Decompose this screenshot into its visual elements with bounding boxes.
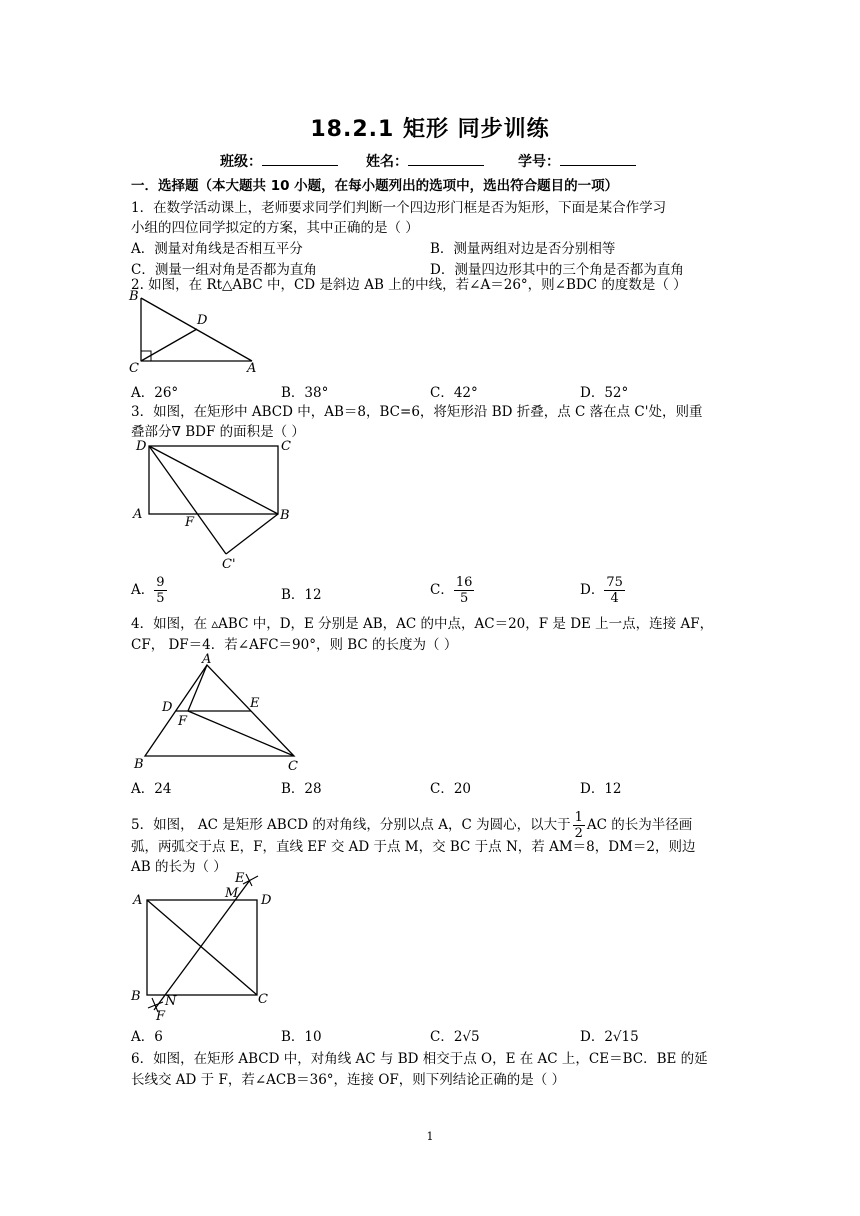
q5-stem-line2: 弧，两弧交于点 E，F，直线 EF 交 AD 于点 M，交 BC 于点 N，若 AM＝8，DM＝2，则边 <box>131 839 696 855</box>
name-field[interactable]: 姓名： <box>366 151 408 171</box>
q5-figure-rectangle-construction <box>128 870 288 1025</box>
q5-label-d: D <box>261 893 272 908</box>
q2-option-a: A．26° <box>131 385 179 401</box>
q2-label-a: A <box>247 361 257 376</box>
q4-label-c: C <box>288 759 298 772</box>
q4-label-f: F <box>178 714 188 729</box>
q5-label-c: C <box>258 992 268 1007</box>
q4-stem-line1: 4．如图，在 ▵ABC 中，D，E 分别是 AB，AC 的中点，AC＝20，F 是 DE 上一点，连接 AF， <box>131 616 714 632</box>
q4-option-a: A．24 <box>131 781 172 797</box>
q3-label-b: B <box>280 508 290 523</box>
page-title: 18.2.1 矩形 同步训练 <box>310 117 550 142</box>
q2-label-b: B <box>129 289 139 304</box>
q2-option-d: D．52° <box>580 385 629 401</box>
q4-option-b: B．28 <box>281 781 322 797</box>
q6-stem-line1: 6．如图，在矩形 ABCD 中，对角线 AC 与 BD 相交于点 O，E 在 AC 上，CE＝BC．BE 的延 <box>131 1051 708 1067</box>
q3-option-b: B．12 <box>281 587 322 603</box>
q5-option-d: D．2√15 <box>580 1029 639 1045</box>
q6-stem-line2: 长线交 AD 于 F，若∠ACB＝36°，连接 OF，则下列结论正确的是（ ） <box>131 1072 566 1088</box>
q2-option-c: C．42° <box>430 385 478 401</box>
q1-option-a: A．测量对角线是否相互平分 <box>131 241 303 257</box>
q5-stem-line1: 5．如图， AC 是矩形 ABCD 的对角线，分别以点 A，C 为圆心，以大于 $\frac{1}{2}$ AC 的长为半径画 <box>131 810 693 841</box>
q5-label-f: F <box>156 1009 166 1024</box>
q5-option-b: B．10 <box>281 1029 322 1045</box>
q1-option-c: C．测量一组对角是否都为直角 <box>131 262 317 278</box>
q1-option-d: D．测量四边形其中的三个角是否都为直角 <box>430 262 684 278</box>
q3-option-d: D． $\frac{75}{4}$ <box>580 575 623 606</box>
q5-label-n: N <box>165 994 177 1009</box>
section-heading: 一．选择题（本大题共 10 小题，在每小题列出的选项中，选出符合题目的一项） <box>131 178 619 194</box>
q2-label-c: C <box>129 361 139 376</box>
q5-label-e: E <box>235 871 245 886</box>
q5-label-b: B <box>131 989 141 1004</box>
q2-stem: 2. 如图，在 Rt△ABC 中，CD 是斜边 AB 上的中线，若∠A＝26°，则∠BDC 的度数是（ ） <box>131 277 687 293</box>
q1-stem-line2: 小组的四位同学拟定的方案，其中正确的是（ ） <box>131 220 419 236</box>
page-number: 1 <box>426 1130 434 1143</box>
q2-figure-right-triangle <box>125 288 265 378</box>
q3-label-d: D <box>136 439 147 454</box>
q3-label-c-prime: C' <box>222 557 236 572</box>
q1-option-b: B．测量两组对边是否分别相等 <box>430 241 616 257</box>
q2-label-d: D <box>197 313 208 328</box>
q1-stem-line1: 1．在数学活动课上，老师要求同学们判断一个四边形门框是否为矩形，下面是某合作学习 <box>131 200 667 216</box>
q4-figure-triangle <box>128 650 303 772</box>
q3-label-c: C <box>281 439 291 454</box>
q2-option-b: B．38° <box>281 385 329 401</box>
q3-figure-folded-rectangle <box>128 434 303 572</box>
id-field[interactable]: 学号： <box>518 151 560 171</box>
q5-option-a: A．6 <box>131 1029 163 1045</box>
q5-label-m: M <box>225 886 239 901</box>
q4-label-a: A <box>202 652 212 667</box>
q4-label-d: D <box>162 700 173 715</box>
q5-label-a: A <box>133 893 143 908</box>
q3-option-c: C． $\frac{16}{5}$ <box>430 575 473 606</box>
q5-stem-line3: AB 的长为（ ） <box>131 859 227 875</box>
q4-label-e: E <box>250 696 260 711</box>
q3-option-a: A． $\frac{9}{5}$ <box>131 575 165 606</box>
class-field[interactable]: 班级： <box>220 151 262 171</box>
q5-option-c: C．2√5 <box>430 1029 480 1045</box>
q4-label-b: B <box>134 757 144 772</box>
q3-stem-line2: 叠部分∇ BDF 的面积是（ ） <box>131 424 305 440</box>
q3-label-a: A <box>133 507 143 522</box>
q4-option-c: C．20 <box>430 781 472 797</box>
q3-stem-line1: 3．如图，在矩形中 ABCD 中，AB＝8，BC=6，将矩形沿 BD 折叠，点 C 落在点 C'处，则重 <box>131 404 703 420</box>
q4-option-d: D．12 <box>580 781 622 797</box>
q3-label-f: F <box>185 515 195 530</box>
q4-stem-line2: CF， DF＝4．若∠AFC＝90°，则 BC 的长度为（ ） <box>131 637 458 653</box>
